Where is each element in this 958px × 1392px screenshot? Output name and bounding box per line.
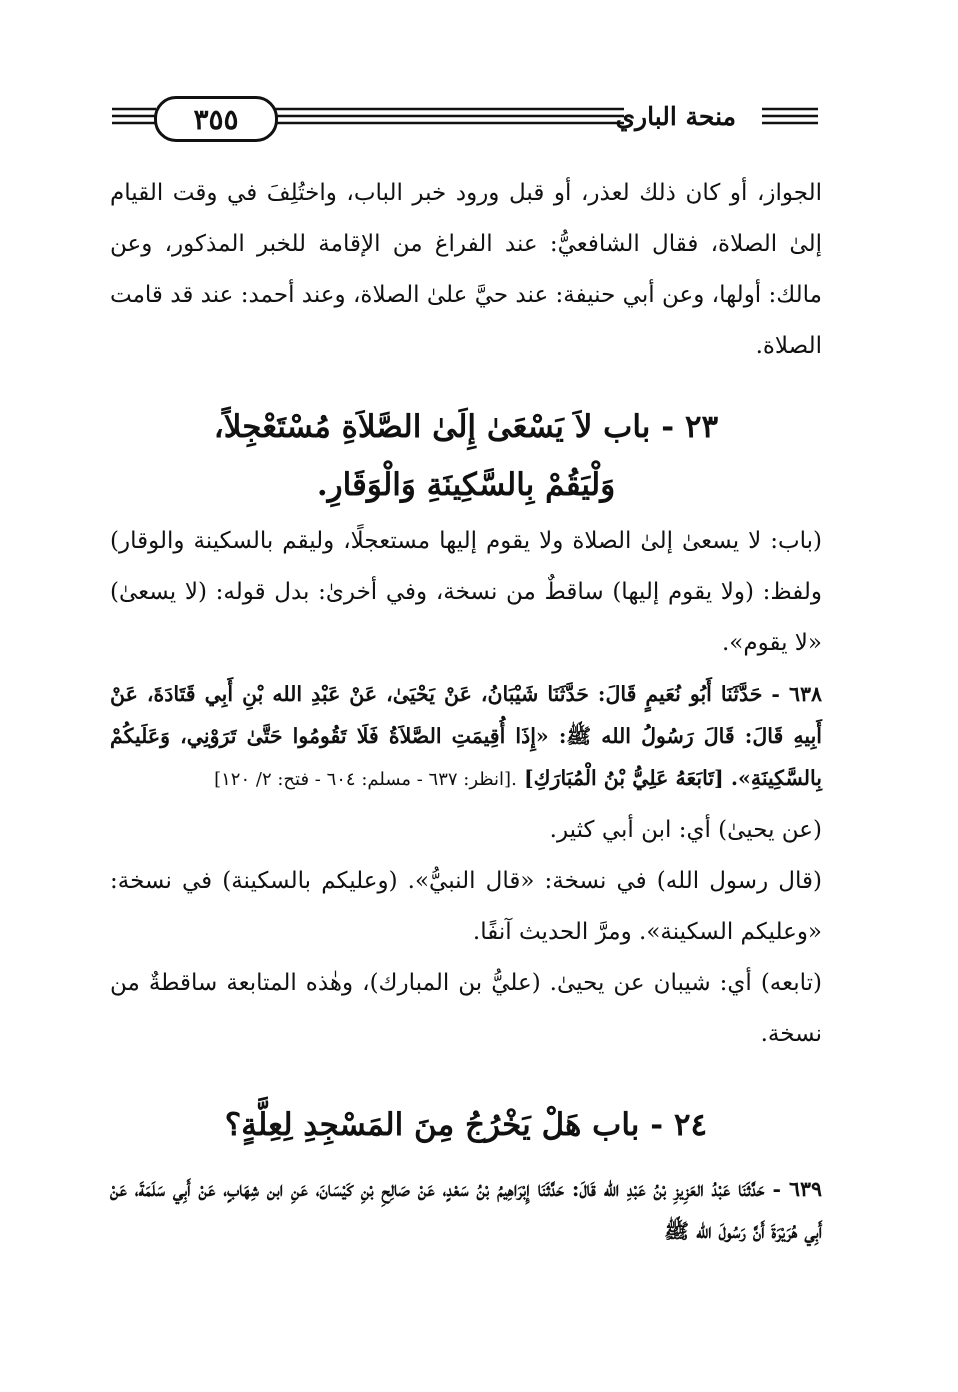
hadith-639-text: ٦٣٩ - حَدَّثَنَا عَبْدُ العَزِيزِ بْنُ عَبْدِ الله قَالَ: حَدَّثَنَا إِبْرَاهِيمُ بْنُ سَعْدٍ، عَنْ صَالِحِ بْنِ كَيْسَانَ، عَنِ ابن شِهَابٍ، عَنْ أَبِي سَلَمَةَ، عَنْ أَبِي هُرَيْرَةَ أَنَّ رَسُولَ الله ﷺ	[110, 1177, 822, 1243]
intro-paragraph: الجواز، أو كان ذلك لعذر، أو قبل ورود خبر الباب، واختُلِفَ في وقت القيام إلىٰ الصلاة، فقال الشافعيُّ: عند الفراغ من الإقامة للخبر المذكور، وعن مالك: أولها، وعن أبي حنيفة: عند حيَّ علىٰ الصلاة، وعند أحمد: عند قد قامت الصلاة.	[110, 180, 822, 359]
hadith-638-reference: .[انظر: ٦٣٧ - مسلم: ٦٠٤ - فتح: ٢/ ١٢٠]	[214, 769, 517, 790]
chapter-24-title: ٢٤ - باب هَلْ يَخْرُجُ مِنَ المَسْجِدِ لِعِلَّةٍ؟	[224, 1107, 708, 1143]
book-title: منحة الباري	[615, 102, 736, 131]
hadith-638	[110, 673, 822, 801]
note-corroboration: (تابعه) أي: شيبان عن يحيىٰ. (عليُّ بن المبارك)، وهٰذه المتابعة ساقطةٌ من نسخة.	[110, 970, 822, 1047]
note-variant-reading: (قال رسول الله) في نسخة: «قال النبيُّ». (وعليكم بالسكينة) في نسخة: «وعليكم السكينة». ومرَّ الحديث آنفًا.	[110, 868, 822, 945]
page-number: ٣٥٥	[154, 96, 278, 142]
chapter-23-title-line-2: وَلْيَقُمْ بِالسَّكِينَةِ وَالْوَقَارِ.	[316, 467, 616, 503]
page-header	[112, 96, 818, 140]
hadith-638-text: ٦٣٨ - حَدَّثَنَا أَبُو نُعَيمٍ قَالَ: حَدَّثَنَا شَيْبَانُ، عَنْ يَحْيَىٰ، عَنْ عَبْدِ الله بْنِ أَبِي قَتَادَةَ، عَنْ أَبِيهِ قَالَ: قَالَ رَسُولُ الله ﷺ: «إِذَا أُقِيمَتِ الصَّلاَةُ فَلَا تَقُومُوا حَتَّىٰ تَرَوْنِي، وَعَلَيكُمْ بِالسَّكِينَةِ». [تَابَعَهُ عَلِيُّ بْنُ الْمُبَارَكِ]	[110, 682, 822, 790]
chapter-23-commentary: (باب: لا يسعىٰ إلىٰ الصلاة ولا يقوم إليها مستعجلًا، وليقم بالسكينة والوقار) ولفظ: (ولا يقوم إليها) ساقطٌ من نسخة، وفي أخرىٰ: بدل قوله: (لا يسعىٰ) «لا يقوم».	[110, 528, 822, 656]
page-content	[110, 168, 822, 1252]
chapter-23-title	[110, 398, 822, 514]
chapter-23-title-line-1: ٢٣ - باب لاَ يَسْعَىٰ إِلَىٰ الصَّلاَةِ مُسْتَعْجِلاً،	[213, 409, 719, 445]
note-yahya: (عن يحيىٰ) أي: ابن أبي كثير.	[549, 817, 822, 843]
